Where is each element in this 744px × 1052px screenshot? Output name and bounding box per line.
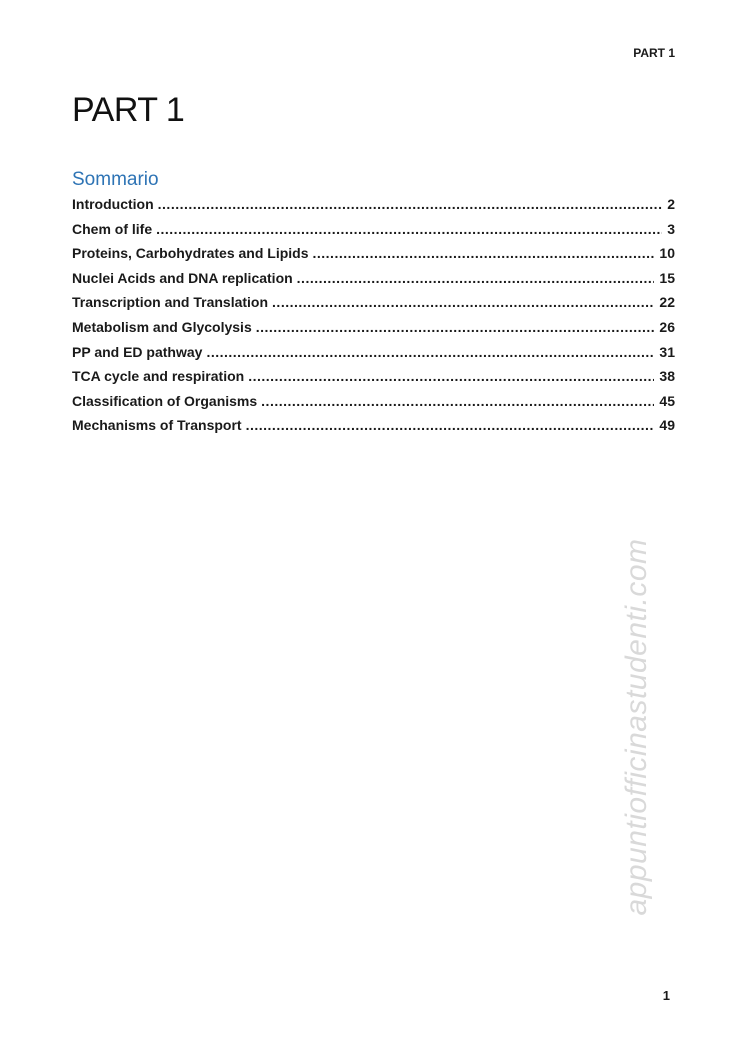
toc-entry-page-number: 15 [659, 269, 675, 286]
toc-heading: Sommario [72, 169, 159, 190]
toc-entry [72, 315, 675, 340]
toc-entry-page-number: 3 [667, 220, 675, 237]
table-of-contents [72, 192, 675, 438]
toc-entry-page-number: 31 [659, 343, 675, 360]
toc-entry [72, 340, 675, 365]
toc-dot-leader [272, 290, 654, 315]
toc-entry-title: Chem of life [72, 220, 153, 237]
toc-entry-page-number: 2 [667, 196, 675, 212]
toc-entry [72, 413, 675, 438]
toc-dot-leader [248, 364, 654, 389]
toc-entry-title: Metabolism and Glycolysis [72, 318, 252, 335]
toc-entry [72, 364, 675, 389]
toc-dot-leader [297, 266, 655, 291]
toc-dot-leader [256, 315, 655, 340]
toc-dot-leader [158, 192, 663, 217]
toc-dot-leader [313, 241, 655, 266]
page-footer [72, 988, 670, 1003]
toc-entry-page-number: 49 [659, 417, 675, 434]
footer-page-number: 1 [662, 988, 670, 1003]
toc-entry [72, 389, 675, 414]
toc-entry-title: Classification of Organisms [72, 392, 258, 409]
toc-entry-title: Introduction [72, 196, 154, 212]
toc-entry-title: TCA cycle and respiration [72, 368, 245, 385]
toc-entry [72, 290, 675, 315]
toc-entry-title: PP and ED pathway [72, 343, 203, 360]
toc-entry [72, 241, 675, 266]
page-title: PART 1 [72, 91, 185, 129]
toc-entry-title: Proteins, Carbohydrates and Lipids [72, 245, 309, 262]
toc-entry-page-number: 38 [659, 368, 675, 385]
toc-entry-page-number: 26 [659, 318, 675, 335]
toc-entry-title: Nuclei Acids and DNA replication [72, 269, 293, 286]
toc-dot-leader [261, 389, 654, 414]
site-watermark: appuntiofficinastudenti.com [620, 538, 653, 916]
toc-entry-page-number: 45 [659, 392, 675, 409]
toc-entry [72, 266, 675, 291]
toc-dot-leader [156, 217, 662, 242]
running-header [72, 46, 675, 60]
toc-entry-title: Mechanisms of Transport [72, 417, 242, 434]
toc-dot-leader [206, 340, 654, 365]
toc-dot-leader [246, 413, 655, 438]
toc-entry-page-number: 10 [659, 245, 675, 262]
toc-entry-title: Transcription and Translation [72, 294, 269, 311]
toc-entry [72, 217, 675, 242]
running-header-text: PART 1 [633, 46, 675, 60]
toc-entry-page-number: 22 [659, 294, 675, 311]
toc-entry [72, 192, 675, 217]
